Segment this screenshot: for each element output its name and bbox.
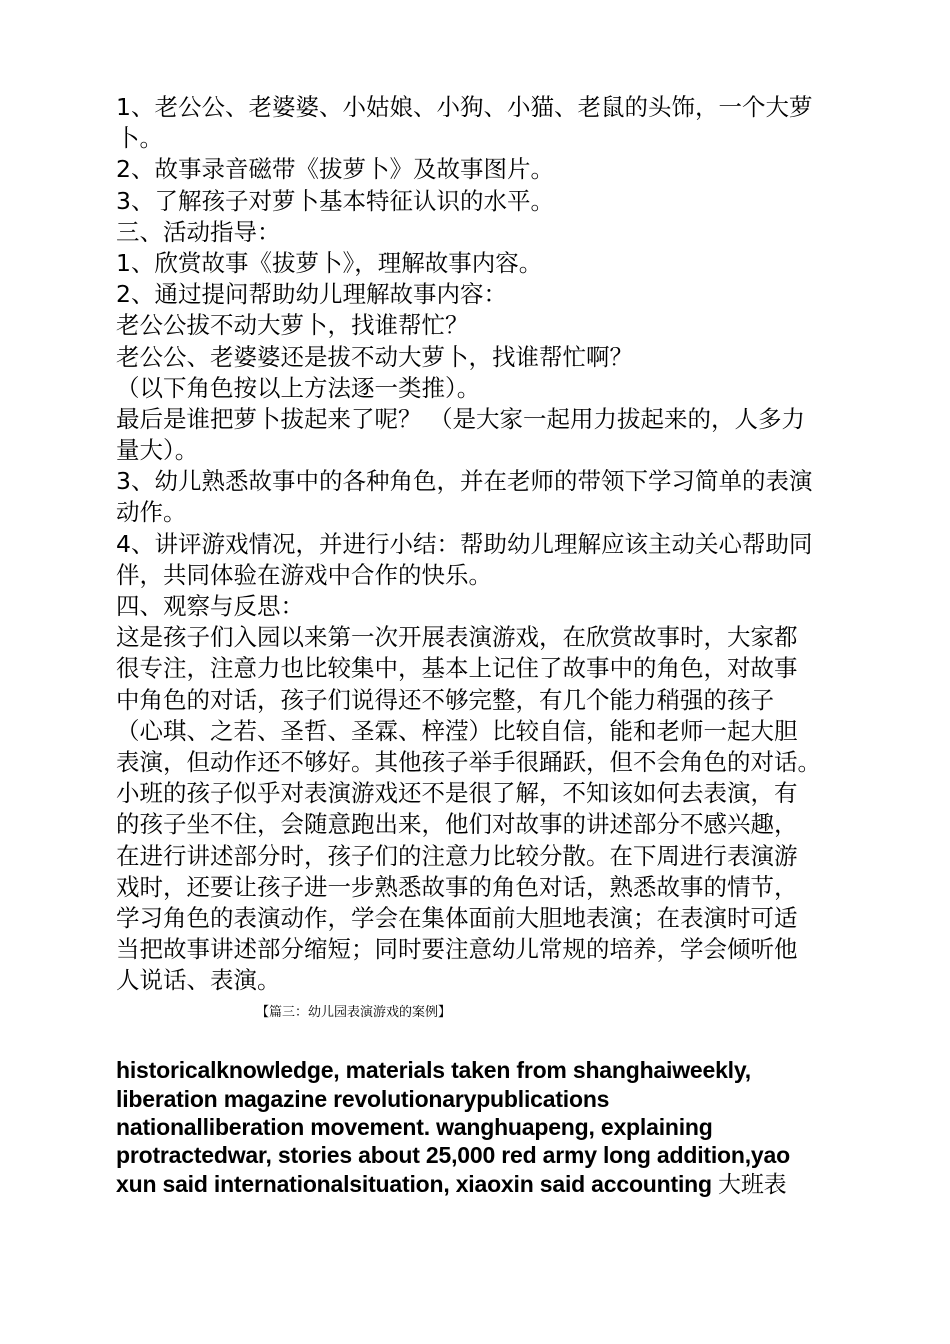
english-text [116, 1056, 846, 1197]
text-line: 2、故事录音磁带《拔萝卜》及故事图片。 [116, 155, 554, 184]
body-text [116, 92, 832, 996]
english-line [116, 1141, 846, 1169]
text-line: 的孩子坐不住，会随意跑出来，他们对故事的讲述部分不感兴趣， [116, 810, 798, 839]
english-line [116, 1085, 846, 1113]
text-line: 最后是谁把萝卜拔起来了呢？ （是大家一起用力拔起来的，人多力 [116, 404, 805, 433]
text-line: 老公公拔不动大萝卜，找谁帮忙？ [116, 311, 469, 340]
text-line: 在进行讲述部分时，孩子们的注意力比较分散。在下周进行表演游 [116, 841, 798, 870]
text-line: 三、活动指导： [116, 217, 281, 246]
text-line: 1、欣赏故事《拔萝卜》，理解故事内容。 [116, 248, 543, 277]
english-line-text: xun said internationalsituation, xiaoxin said accounting [116, 1170, 712, 1197]
text-line: 当把故事讲述部分缩短；同时要注意幼儿常规的培养，学会倾听他 [116, 935, 798, 964]
text-line: 2、通过提问帮助幼儿理解故事内容： [116, 280, 507, 309]
english-line-text: historicalknowledge, materials taken from shanghaiweekly, [116, 1057, 751, 1084]
text-line: （心琪、之若、圣哲、圣霖、梓滢）比较自信，能和老师一起大胆 [116, 716, 798, 745]
text-line: 伴，共同体验在游戏中合作的快乐。 [116, 560, 492, 589]
english-line-text: nationalliberation movement. wanghuapeng, explaining [116, 1114, 713, 1141]
text-line: 中角色的对话，孩子们说得还不够完整，有几个能力稍强的孩子 [116, 685, 774, 714]
text-line: 表演，但动作还不够好。其他孩子举手很踊跃，但不会角色的对话。 [116, 747, 821, 776]
text-line: 老公公、老婆婆还是拔不动大萝卜，找谁帮忙啊？ [116, 342, 633, 371]
text-line: 1、老公公、老婆婆、小姑娘、小狗、小猫、老鼠的头饰，一个大萝 [116, 93, 813, 121]
text-line: 很专注，注意力也比较集中，基本上记住了故事中的角色，对故事 [116, 654, 798, 683]
section-caption: 【篇三：幼儿园表演游戏的案例】 [256, 1005, 452, 1021]
text-line: 这是孩子们入园以来第一次开展表演游戏，在欣赏故事时，大家都 [116, 623, 798, 652]
text-line: （以下角色按以上方法逐一类推）。 [116, 373, 481, 402]
english-line [116, 1170, 846, 1198]
english-line [116, 1113, 846, 1141]
english-line-text: protractedwar, stories about 25,000 red army long addition,yao [116, 1142, 790, 1169]
text-line: 小班的孩子似乎对表演游戏还不是很了解，不知该如何去表演，有 [116, 779, 798, 808]
text-line: 动作。 [116, 498, 187, 527]
text-line: 学习角色的表演动作，学会在集体面前大胆地表演；在表演时可适 [116, 903, 798, 932]
text-line: 3、了解孩子对萝卜基本特征认识的水平。 [116, 186, 554, 215]
english-line-cjk-tail: 大班表 [718, 1171, 787, 1198]
text-line: 量大）。 [116, 436, 199, 465]
text-line: 4、讲评游戏情况，并进行小结：帮助幼儿理解应该主动关心帮助同 [116, 529, 813, 558]
text-line: 人说话、表演。 [116, 966, 281, 995]
english-line-text: liberation magazine revolutionarypublications [116, 1085, 610, 1112]
text-line: 戏时，还要让孩子进一步熟悉故事的角色对话，熟悉故事的情节， [116, 872, 798, 901]
english-line [116, 1056, 846, 1084]
text-line: 3、幼儿熟悉故事中的各种角色，并在老师的带领下学习简单的表演 [116, 467, 813, 496]
text-line: 四、观察与反思： [116, 592, 304, 620]
document-page [116, 92, 832, 1198]
text-line: 卜。 [116, 124, 163, 153]
